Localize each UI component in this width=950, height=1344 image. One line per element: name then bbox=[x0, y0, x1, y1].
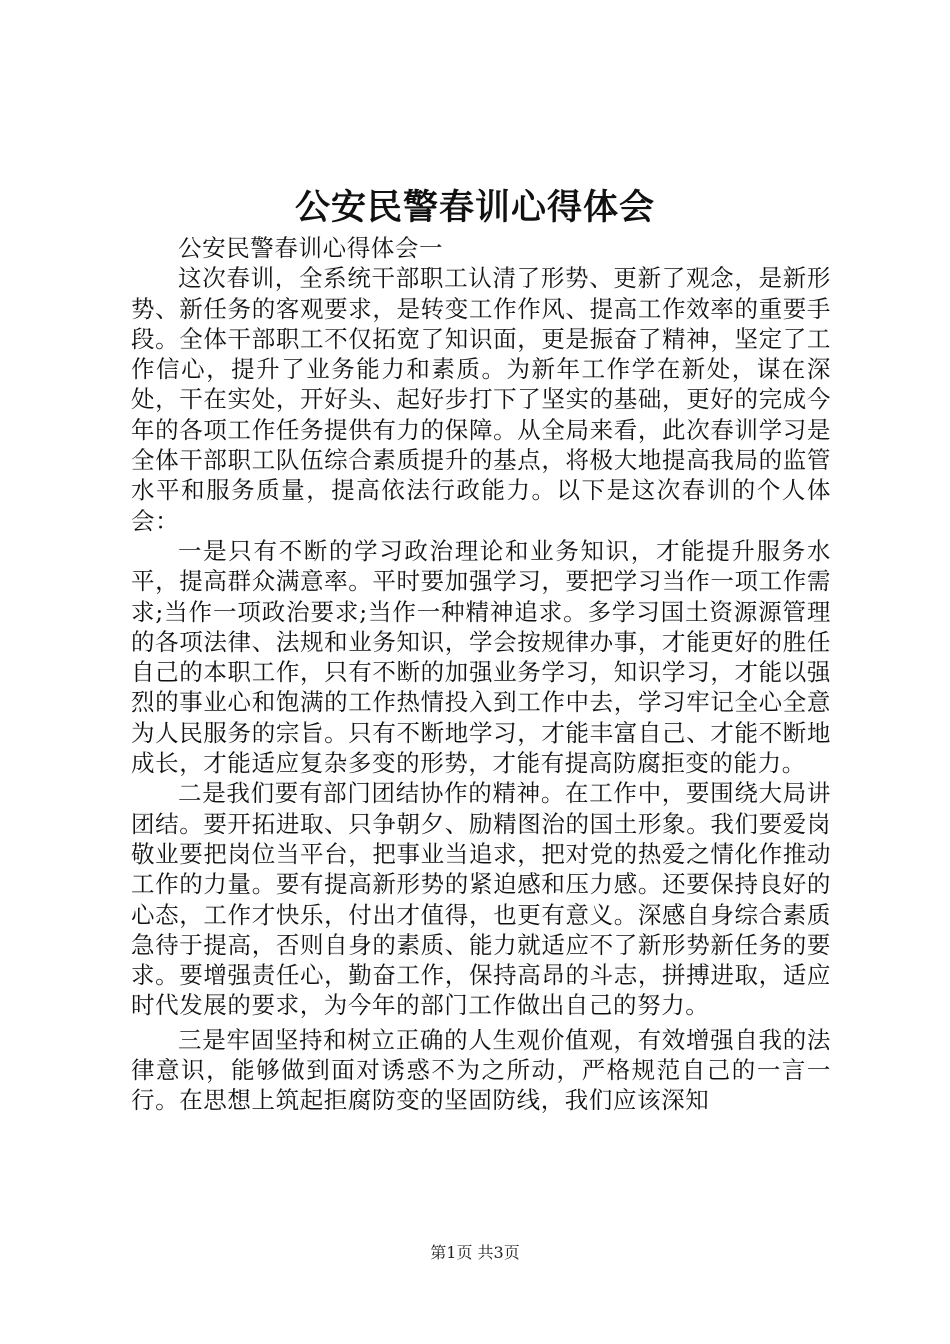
paragraph-point-two: 二是我们要有部门团结协作的精神。在工作中，要围绕大局讲团结。要开拓进取、只争朝夕、励精图治的国土形象。我们要爱岗敬业要把岗位当平台，把事业当追求，把对党的热爱之情化作推动工作的力量。要有提高新形势的紧迫感和压力感。还要保持良好的心态，工作才快乐，付出才值得，也更有意义。深感自身综合素质急待于提高，否则自身的素质、能力就适应不了新形势新任务的要求。要增强责任心，勤奋工作，保持高昂的斗志，拼搏进取，适应时代发展的要求，为今年的部门工作做出自己的努力。 bbox=[131, 779, 831, 1020]
paragraph-point-three: 三是牢固坚持和树立正确的人生观价值观，有效增强自我的法律意识，能够做到面对诱惑不为之所动，严格规范自己的一言一行。在思想上筑起拒腐防变的坚固防线，我们应该深知 bbox=[131, 1025, 831, 1115]
document-title: 公安民警春训心得体会 bbox=[294, 187, 655, 228]
paragraph-point-one: 一是只有不断的学习政治理论和业务知识，才能提升服务水平，提高群众满意率。平时要加强学习，要把学习当作一项工作需求;当作一项政治要求;当作一种精神追求。多学习国土资源源管理的各项法律、法规和业务知识，学会按规律办事，才能更好的胜任自己的本职工作，只有不断的加强业务学习，知识学习，才能以强烈的事业心和饱满的工作热情投入到工作中去，学习牢记全心全意为人民服务的宗旨。只有不断地学习，才能丰富自己、才能不断地成长，才能适应复杂多变的形势，才能有提高防腐拒变的能力。 bbox=[131, 536, 831, 778]
page-number-footer: 第1页 共3页 bbox=[430, 1243, 520, 1262]
paragraph-intro: 这次春训，全系统干部职工认清了形势、更新了观念，是新形势、新任务的客观要求，是转变工作作风、提高工作效率的重要手段。全体干部职工不仅拓宽了知识面，更是振奋了精神，坚定了工作信心，提升了业务能力和素质。为新年工作学在新处，谋在深处，干在实处，开好头、起好步打下了坚实的基础，更好的完成今年的各项工作任务提供有力的保障。从全局来看，此次春训学习是全体干部职工队伍综合素质提升的基点，将极大地提高我局的监管水平和服务质量，提高依法行政能力。以下是这次春训的个人体会： bbox=[131, 264, 831, 535]
document-body bbox=[131, 233, 831, 1116]
document-subtitle: 公安民警春训心得体会一 bbox=[178, 234, 444, 262]
